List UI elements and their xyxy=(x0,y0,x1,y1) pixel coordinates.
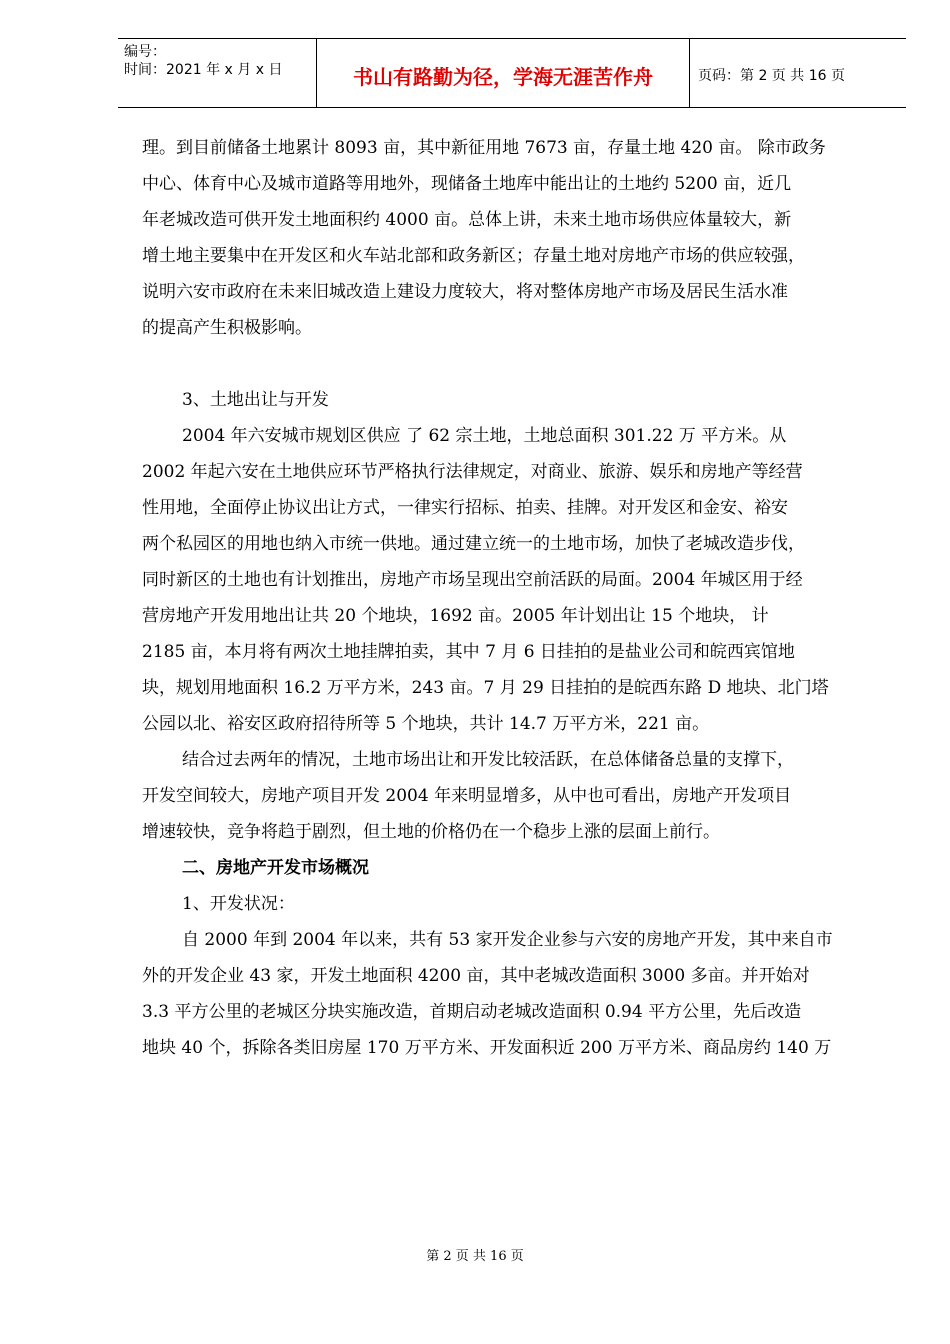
body-line: 同时新区的土地也有计划推出，房地产市场呈现出空前活跃的局面。2004 年城区用于经 xyxy=(142,570,803,590)
body-line: 营房地产开发用地出让共 20 个地块，1692 亩。2005 年计划出让 15 个地块， 计 xyxy=(142,606,769,626)
body-line: 结合过去两年的情况，土地市场出让和开发比较活跃，在总体储备总量的支撑下， xyxy=(182,750,794,770)
body-line: 中心、体育中心及城市道路等用地外，现储备土地库中能出让的土地约 5200 亩，近几 xyxy=(142,174,792,194)
document-body xyxy=(142,130,882,1066)
header-page xyxy=(690,39,906,107)
body-line: 说明六安市政府在未来旧城改造上建设力度较大，将对整体房地产市场及居民生活水准 xyxy=(142,282,788,302)
body-line: 3.3 平方公里的老城区分块实施改造，首期启动老城改造面积 0.94 平方公里，先后改造 xyxy=(142,1002,802,1022)
body-line: 增速较快，竞争将趋于剧烈，但土地的价格仍在一个稳步上涨的层面上前行。 xyxy=(142,822,720,842)
body-line: 外的开发企业 43 家，开发土地面积 4200 亩，其中老城改造面积 3000 多亩。并开始对 xyxy=(142,966,810,986)
body-line: 块，规划用地面积 16.2 万平方米，243 亩。7 月 29 日挂拍的是皖西东路 D 地块、北门塔 xyxy=(142,678,829,698)
chapter-title: 二、房地产开发市场概况 xyxy=(182,858,369,878)
body-line: 性用地，全面停止协议出让方式，一律实行招标、拍卖、挂牌。对开发区和金安、裕安 xyxy=(142,498,788,518)
body-line: 2002 年起六安在土地供应环节严格执行法律规定，对商业、旅游、娱乐和房地产等经营 xyxy=(142,462,803,482)
header-motto xyxy=(316,39,690,107)
header-meta xyxy=(118,39,316,107)
section-title: 3、土地出让与开发 xyxy=(182,390,329,410)
page-header xyxy=(118,38,906,108)
body-line: 自 2000 年到 2004 年以来，共有 53 家开发企业参与六安的房地产开发，其中来自市 xyxy=(182,930,833,950)
time-label: 时间：2021 年 x 月 x 日 xyxy=(124,62,283,78)
body-line: 2004 年六安城市规划区供应 了 62 宗土地，土地总面积 301.22 万 平方米。从 xyxy=(182,426,787,446)
body-line: 理。到目前储备土地累计 8093 亩，其中新征用地 7673 亩，存量土地 420 亩。 除市政务 xyxy=(142,138,826,158)
body-line: 增土地主要集中在开发区和火车站北部和政务新区；存量土地对房地产市场的供应较强， xyxy=(142,246,805,266)
motto-text: 书山有路勤为径，学海无涯苦作舟 xyxy=(353,64,653,89)
body-line: 2185 亩，本月将有两次土地挂牌拍卖，其中 7 月 6 日挂拍的是盐业公司和皖西宾馆地 xyxy=(142,642,795,662)
body-line: 两个私园区的用地也纳入市统一供地。通过建立统一的土地市场，加快了老城改造步伐， xyxy=(142,534,805,554)
body-line: 公园以北、裕安区政府招待所等 5 个地块，共计 14.7 万平方米，221 亩。 xyxy=(142,714,710,734)
page-label: 页码：第 2 页 共 16 页 xyxy=(698,68,845,84)
body-line: 年老城改造可供开发土地面积约 4000 亩。总体上讲，未来土地市场供应体量较大，新 xyxy=(142,210,792,230)
body-line: 地块 40 个，拆除各类旧房屋 170 万平方米、开发面积近 200 万平方米、商品房约 140 万 xyxy=(142,1038,832,1058)
body-line: 开发空间较大，房地产项目开发 2004 年来明显增多，从中也可看出，房地产开发项目 xyxy=(142,786,792,806)
subsection-title: 1、开发状况： xyxy=(182,894,295,914)
body-line: 的提高产生积极影响。 xyxy=(142,318,312,338)
spacer xyxy=(142,346,882,382)
page-footer: 第 2 页 共 16 页 xyxy=(426,1249,524,1264)
number-label: 编号： xyxy=(124,44,166,60)
